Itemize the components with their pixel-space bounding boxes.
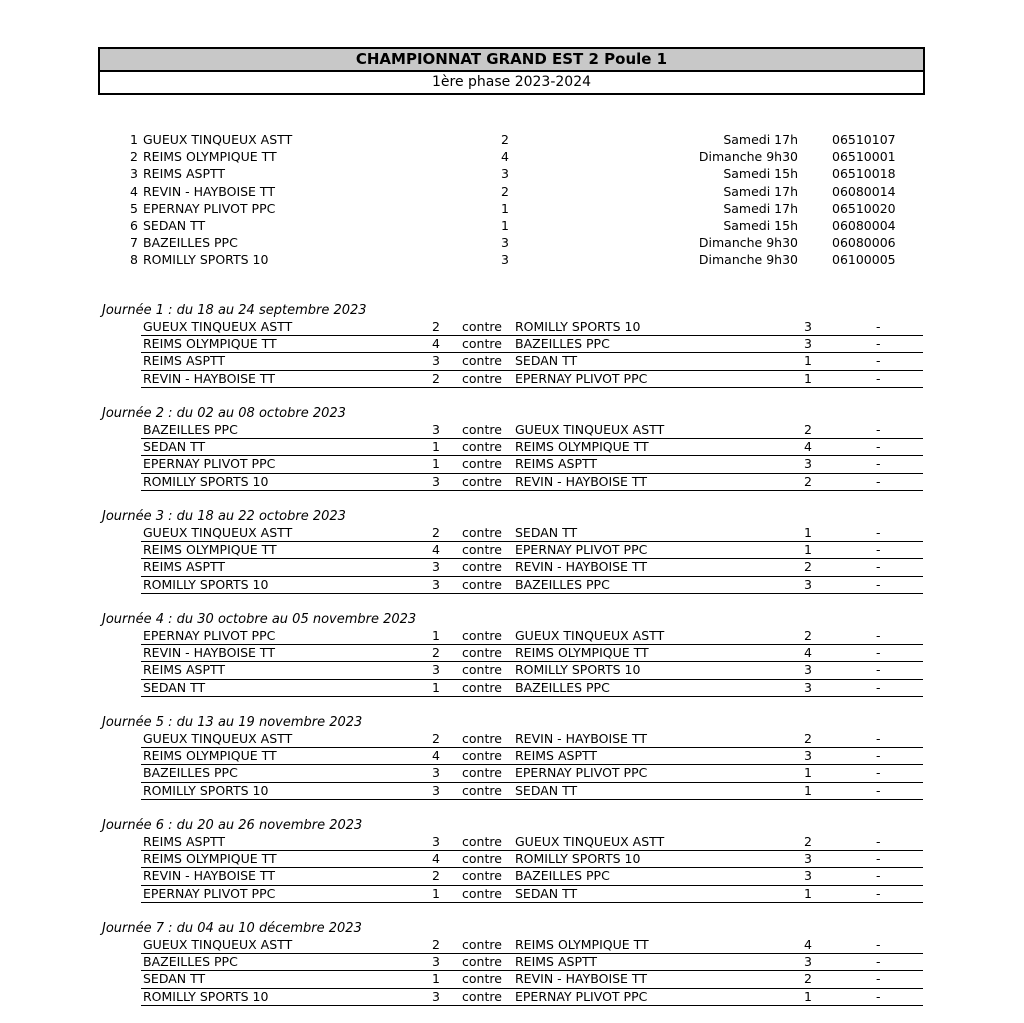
team-tables: 4: [501, 149, 509, 165]
away-tables: 1: [804, 782, 812, 798]
day-block: [0, 508, 1024, 611]
team-tables: 3: [501, 252, 509, 268]
away-team: EPERNAY PLIVOT PPC: [515, 542, 648, 558]
home-team: GUEUX TINQUEUX ASTT: [143, 937, 293, 952]
away-team: REIMS ASPTT: [515, 748, 598, 764]
team-row: [0, 251, 1024, 268]
away-team: REIMS ASPTT: [515, 456, 598, 472]
match-row: [141, 851, 923, 868]
contre-label: contre: [462, 628, 502, 643]
match-result: -: [876, 645, 881, 661]
team-row: [0, 148, 1024, 165]
match-table: [141, 628, 923, 697]
match-row: [141, 353, 923, 370]
match-row: [141, 868, 923, 885]
match-result: -: [876, 834, 881, 849]
match-result: -: [876, 473, 881, 489]
page-title: CHAMPIONNAT GRAND EST 2 Poule 1: [100, 49, 923, 72]
day-title: Journée 4 : du 30 octobre au 05 novembre 2023: [102, 612, 417, 627]
away-team: SEDAN TT: [515, 885, 578, 901]
match-row: [141, 456, 923, 473]
contre-label: contre: [462, 542, 502, 558]
day-block: [0, 302, 1024, 405]
contre-label: contre: [462, 765, 502, 781]
away-tables: 3: [804, 748, 812, 764]
contre-label: contre: [462, 679, 502, 695]
away-tables: 4: [804, 439, 812, 455]
team-tables: 1: [501, 217, 509, 233]
day-title: Journée 6 : du 20 au 26 novembre 2023: [102, 818, 363, 833]
team-name: ROMILLY SPORTS 10: [143, 252, 269, 268]
match-row: [141, 525, 923, 542]
team-name: REIMS ASPTT: [143, 166, 226, 182]
away-tables: 2: [804, 559, 812, 575]
home-tables: 3: [432, 954, 440, 970]
away-team: REIMS OLYMPIQUE TT: [515, 937, 649, 952]
day-block: [0, 405, 1024, 508]
team-number: 1: [130, 132, 138, 147]
away-tables: 2: [804, 971, 812, 987]
team-number: 8: [130, 252, 138, 268]
team-row: [0, 183, 1024, 200]
home-tables: 3: [432, 765, 440, 781]
away-team: BAZEILLES PPC: [515, 576, 610, 592]
day-title: Journée 2 : du 02 au 08 octobre 2023: [102, 406, 346, 421]
home-tables: 2: [432, 645, 440, 661]
match-row: [141, 731, 923, 748]
away-team: REVIN - HAYBOISE TT: [515, 559, 647, 575]
match-result: -: [876, 456, 881, 472]
match-table: [141, 937, 923, 1006]
away-team: REIMS OLYMPIQUE TT: [515, 439, 649, 455]
team-number: 3: [130, 166, 138, 182]
match-result: -: [876, 937, 881, 952]
away-tables: 1: [804, 542, 812, 558]
team-name: SEDAN TT: [143, 217, 206, 233]
match-result: -: [876, 319, 881, 334]
home-team: EPERNAY PLIVOT PPC: [143, 456, 276, 472]
away-tables: 3: [804, 456, 812, 472]
home-tables: 1: [432, 456, 440, 472]
day-block: [0, 920, 1024, 1023]
home-tables: 1: [432, 628, 440, 643]
team-tables: 1: [501, 200, 509, 216]
team-code: 06080014: [832, 183, 896, 199]
home-team: REIMS ASPTT: [143, 559, 226, 575]
contre-label: contre: [462, 645, 502, 661]
contre-label: contre: [462, 851, 502, 867]
team-row: [0, 234, 1024, 251]
match-result: -: [876, 525, 881, 540]
home-tables: 3: [432, 559, 440, 575]
match-result: -: [876, 370, 881, 386]
away-tables: 3: [804, 868, 812, 884]
day-title: Journée 7 : du 04 au 10 décembre 2023: [102, 921, 362, 936]
team-time: Samedi 17h: [723, 132, 798, 147]
team-row: [0, 217, 1024, 234]
match-row: [141, 645, 923, 662]
home-team: BAZEILLES PPC: [143, 765, 238, 781]
home-tables: 3: [432, 662, 440, 678]
home-tables: 3: [432, 782, 440, 798]
contre-label: contre: [462, 885, 502, 901]
match-result: -: [876, 439, 881, 455]
team-name: GUEUX TINQUEUX ASTT: [143, 132, 293, 147]
away-tables: 1: [804, 885, 812, 901]
home-team: EPERNAY PLIVOT PPC: [143, 885, 276, 901]
team-number: 6: [130, 217, 138, 233]
home-team: REIMS OLYMPIQUE TT: [143, 336, 277, 352]
home-team: REIMS OLYMPIQUE TT: [143, 748, 277, 764]
away-team: BAZEILLES PPC: [515, 868, 610, 884]
away-team: SEDAN TT: [515, 782, 578, 798]
away-team: EPERNAY PLIVOT PPC: [515, 765, 648, 781]
away-team: BAZEILLES PPC: [515, 679, 610, 695]
page-subtitle: 1ère phase 2023-2024: [431, 74, 592, 90]
home-tables: 1: [432, 971, 440, 987]
away-tables: 3: [804, 679, 812, 695]
match-result: -: [876, 885, 881, 901]
home-team: REIMS OLYMPIQUE TT: [143, 542, 277, 558]
team-time: Samedi 15h: [723, 166, 798, 182]
away-team: REVIN - HAYBOISE TT: [515, 731, 647, 746]
team-name: REVIN - HAYBOISE TT: [143, 183, 275, 199]
home-tables: 2: [432, 937, 440, 952]
home-tables: 3: [432, 576, 440, 592]
contre-label: contre: [462, 782, 502, 798]
match-row: [141, 577, 923, 594]
match-result: -: [876, 628, 881, 643]
team-name: EPERNAY PLIVOT PPC: [143, 200, 276, 216]
home-tables: 4: [432, 748, 440, 764]
match-table: [141, 525, 923, 594]
team-row: [0, 200, 1024, 217]
home-tables: 2: [432, 868, 440, 884]
home-team: GUEUX TINQUEUX ASTT: [143, 525, 293, 540]
match-result: -: [876, 576, 881, 592]
home-team: REIMS ASPTT: [143, 662, 226, 678]
home-tables: 3: [432, 834, 440, 849]
away-team: REIMS ASPTT: [515, 954, 598, 970]
away-tables: 3: [804, 662, 812, 678]
away-team: ROMILLY SPORTS 10: [515, 319, 641, 334]
match-row: [141, 439, 923, 456]
away-tables: 4: [804, 645, 812, 661]
contre-label: contre: [462, 456, 502, 472]
away-tables: 2: [804, 473, 812, 489]
home-tables: 2: [432, 525, 440, 540]
away-team: GUEUX TINQUEUX ASTT: [515, 628, 665, 643]
home-tables: 2: [432, 731, 440, 746]
home-tables: 2: [432, 370, 440, 386]
away-tables: 2: [804, 834, 812, 849]
away-team: SEDAN TT: [515, 525, 578, 540]
team-number: 7: [130, 235, 138, 251]
home-team: ROMILLY SPORTS 10: [143, 576, 269, 592]
contre-label: contre: [462, 834, 502, 849]
match-row: [141, 319, 923, 336]
match-table: [141, 731, 923, 800]
match-result: -: [876, 868, 881, 884]
contre-label: contre: [462, 954, 502, 970]
team-time: Samedi 17h: [723, 183, 798, 199]
home-team: ROMILLY SPORTS 10: [143, 782, 269, 798]
match-row: [141, 371, 923, 388]
match-result: -: [876, 559, 881, 575]
teams-list: [0, 131, 1024, 269]
contre-label: contre: [462, 370, 502, 386]
team-time: Samedi 15h: [723, 217, 798, 233]
contre-label: contre: [462, 525, 502, 540]
home-team: REVIN - HAYBOISE TT: [143, 868, 275, 884]
home-tables: 2: [432, 319, 440, 334]
team-code: 06510001: [832, 149, 896, 165]
team-code: 06080004: [832, 217, 896, 233]
team-time: Dimanche 9h30: [698, 149, 798, 165]
contre-label: contre: [462, 748, 502, 764]
home-tables: 4: [432, 336, 440, 352]
day-block: [0, 714, 1024, 817]
contre-label: contre: [462, 988, 502, 1004]
team-code: 06510020: [832, 200, 896, 216]
team-code: 06510107: [832, 132, 896, 147]
away-tables: 3: [804, 576, 812, 592]
home-team: SEDAN TT: [143, 439, 206, 455]
match-result: -: [876, 782, 881, 798]
day-title: Journée 3 : du 18 au 22 octobre 2023: [102, 509, 346, 524]
match-result: -: [876, 971, 881, 987]
team-code: 06510018: [832, 166, 896, 182]
contre-label: contre: [462, 319, 502, 334]
team-tables: 3: [501, 166, 509, 182]
match-row: [141, 765, 923, 782]
team-number: 5: [130, 200, 138, 216]
home-tables: 1: [432, 439, 440, 455]
home-team: REIMS OLYMPIQUE TT: [143, 851, 277, 867]
team-time: Dimanche 9h30: [698, 252, 798, 268]
away-team: ROMILLY SPORTS 10: [515, 662, 641, 678]
contre-label: contre: [462, 576, 502, 592]
away-team: REVIN - HAYBOISE TT: [515, 473, 647, 489]
home-tables: 3: [432, 422, 440, 437]
match-row: [141, 680, 923, 697]
contre-label: contre: [462, 559, 502, 575]
match-result: -: [876, 542, 881, 558]
match-result: -: [876, 679, 881, 695]
home-team: EPERNAY PLIVOT PPC: [143, 628, 276, 643]
match-row: [141, 989, 923, 1006]
team-row: [0, 165, 1024, 182]
championship-header: [98, 47, 925, 95]
match-result: -: [876, 336, 881, 352]
away-team: GUEUX TINQUEUX ASTT: [515, 834, 665, 849]
home-team: REIMS ASPTT: [143, 353, 226, 369]
home-tables: 1: [432, 679, 440, 695]
away-tables: 3: [804, 954, 812, 970]
away-tables: 2: [804, 731, 812, 746]
away-team: SEDAN TT: [515, 353, 578, 369]
match-table: [141, 834, 923, 903]
away-tables: 1: [804, 370, 812, 386]
home-team: SEDAN TT: [143, 971, 206, 987]
away-tables: 2: [804, 422, 812, 437]
away-tables: 1: [804, 525, 812, 540]
team-row: [0, 131, 1024, 148]
match-row: [141, 474, 923, 491]
contre-label: contre: [462, 937, 502, 952]
away-team: EPERNAY PLIVOT PPC: [515, 370, 648, 386]
away-team: REVIN - HAYBOISE TT: [515, 971, 647, 987]
away-team: BAZEILLES PPC: [515, 336, 610, 352]
away-tables: 3: [804, 336, 812, 352]
away-tables: 3: [804, 319, 812, 334]
match-result: -: [876, 765, 881, 781]
contre-label: contre: [462, 662, 502, 678]
match-result: -: [876, 422, 881, 437]
match-result: -: [876, 988, 881, 1004]
home-team: GUEUX TINQUEUX ASTT: [143, 731, 293, 746]
home-tables: 3: [432, 353, 440, 369]
home-team: REVIN - HAYBOISE TT: [143, 645, 275, 661]
home-team: REVIN - HAYBOISE TT: [143, 370, 275, 386]
match-row: [141, 628, 923, 645]
home-team: BAZEILLES PPC: [143, 422, 238, 437]
match-result: -: [876, 662, 881, 678]
home-team: REIMS ASPTT: [143, 834, 226, 849]
team-code: 06100005: [832, 252, 896, 268]
match-row: [141, 954, 923, 971]
match-row: [141, 783, 923, 800]
away-team: EPERNAY PLIVOT PPC: [515, 988, 648, 1004]
team-number: 4: [130, 183, 138, 199]
contre-label: contre: [462, 422, 502, 437]
team-time: Dimanche 9h30: [698, 235, 798, 251]
contre-label: contre: [462, 971, 502, 987]
match-row: [141, 886, 923, 903]
team-name: BAZEILLES PPC: [143, 235, 238, 251]
away-team: GUEUX TINQUEUX ASTT: [515, 422, 665, 437]
home-tables: 1: [432, 885, 440, 901]
day-title: Journée 5 : du 13 au 19 novembre 2023: [102, 715, 363, 730]
home-tables: 3: [432, 473, 440, 489]
match-result: -: [876, 748, 881, 764]
team-code: 06080006: [832, 235, 896, 251]
match-row: [141, 336, 923, 353]
home-team: GUEUX TINQUEUX ASTT: [143, 319, 293, 334]
team-name: REIMS OLYMPIQUE TT: [143, 149, 277, 165]
home-team: SEDAN TT: [143, 679, 206, 695]
away-tables: 3: [804, 851, 812, 867]
away-tables: 1: [804, 988, 812, 1004]
team-number: 2: [130, 149, 138, 165]
match-table: [141, 319, 923, 388]
away-team: REIMS OLYMPIQUE TT: [515, 645, 649, 661]
contre-label: contre: [462, 868, 502, 884]
contre-label: contre: [462, 439, 502, 455]
away-tables: 4: [804, 937, 812, 952]
match-row: [141, 422, 923, 439]
team-tables: 2: [501, 132, 509, 147]
match-table: [141, 422, 923, 491]
day-block: [0, 817, 1024, 920]
team-time: Samedi 17h: [723, 200, 798, 216]
home-tables: 4: [432, 851, 440, 867]
match-row: [141, 971, 923, 988]
home-team: BAZEILLES PPC: [143, 954, 238, 970]
home-team: ROMILLY SPORTS 10: [143, 473, 269, 489]
contre-label: contre: [462, 473, 502, 489]
home-team: ROMILLY SPORTS 10: [143, 988, 269, 1004]
team-tables: 2: [501, 183, 509, 199]
match-row: [141, 662, 923, 679]
match-result: -: [876, 731, 881, 746]
match-row: [141, 937, 923, 954]
fixtures-schedule: [0, 302, 1024, 1023]
away-tables: 2: [804, 628, 812, 643]
away-tables: 1: [804, 765, 812, 781]
home-tables: 3: [432, 988, 440, 1004]
day-title: Journée 1 : du 18 au 24 septembre 2023: [102, 303, 367, 318]
match-result: -: [876, 851, 881, 867]
contre-label: contre: [462, 353, 502, 369]
away-tables: 1: [804, 353, 812, 369]
contre-label: contre: [462, 336, 502, 352]
match-row: [141, 748, 923, 765]
home-tables: 4: [432, 542, 440, 558]
contre-label: contre: [462, 731, 502, 746]
match-row: [141, 834, 923, 851]
away-team: ROMILLY SPORTS 10: [515, 851, 641, 867]
team-tables: 3: [501, 235, 509, 251]
match-row: [141, 542, 923, 559]
match-row: [141, 559, 923, 576]
day-block: [0, 611, 1024, 714]
match-result: -: [876, 353, 881, 369]
match-result: -: [876, 954, 881, 970]
